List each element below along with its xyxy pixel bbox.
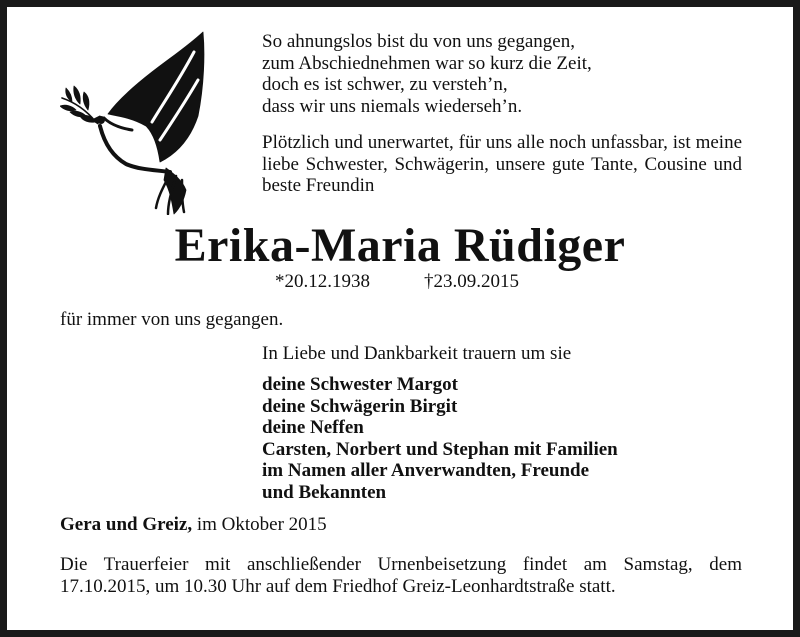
mourners-list: [262, 374, 618, 503]
funeral-notice: Die Trauerfeier mit anschließender Urnenbeisetzung findet am Samstag, dem 17.10.2015, um 10.30 Uhr auf dem Friedhof Greiz-Leonhardtstraße statt.: [60, 554, 742, 597]
gone-text: für immer von uns gegangen.: [60, 309, 284, 330]
poem: [262, 31, 752, 117]
poem-line: So ahnungslos bist du von uns gegangen,: [262, 31, 575, 52]
dove-with-olive-branch-icon: [60, 30, 220, 215]
mourner-line: Carsten, Norbert und Stephan mit Familien: [262, 438, 618, 460]
poem-line: doch es ist schwer, zu versteh’n,: [262, 74, 508, 95]
place-and-date: [60, 514, 327, 536]
poem-line: dass wir uns niemals wiederseh’n.: [262, 95, 523, 117]
place-location: Gera und Greiz,: [60, 514, 193, 535]
poem-line: zum Abschiednehmen war so kurz die Zeit,: [262, 52, 592, 74]
birth-date: *20.12.1938: [275, 271, 370, 292]
mourner-line: deine Schwester Margot: [262, 374, 458, 395]
mourner-line: deine Neffen: [262, 417, 364, 438]
announcement-text: Plötzlich und unerwartet, für uns alle noch unfassbar, ist meine liebe Schwester, Schwägerin, unsere gute Tante, Cousine und beste Freundin: [262, 132, 742, 196]
deceased-name: Erika-Maria Rüdiger: [174, 219, 626, 272]
place-date: im Oktober 2015: [196, 514, 327, 535]
death-date: †23.09.2015: [424, 271, 519, 292]
mourner-line: im Namen aller Anverwandten, Freunde: [262, 460, 590, 481]
mourning-intro: In Liebe und Dankbarkeit trauern um sie: [262, 343, 572, 364]
mourner-line: und Bekannten: [262, 481, 387, 503]
mourner-line: deine Schwägerin Birgit: [262, 395, 458, 417]
